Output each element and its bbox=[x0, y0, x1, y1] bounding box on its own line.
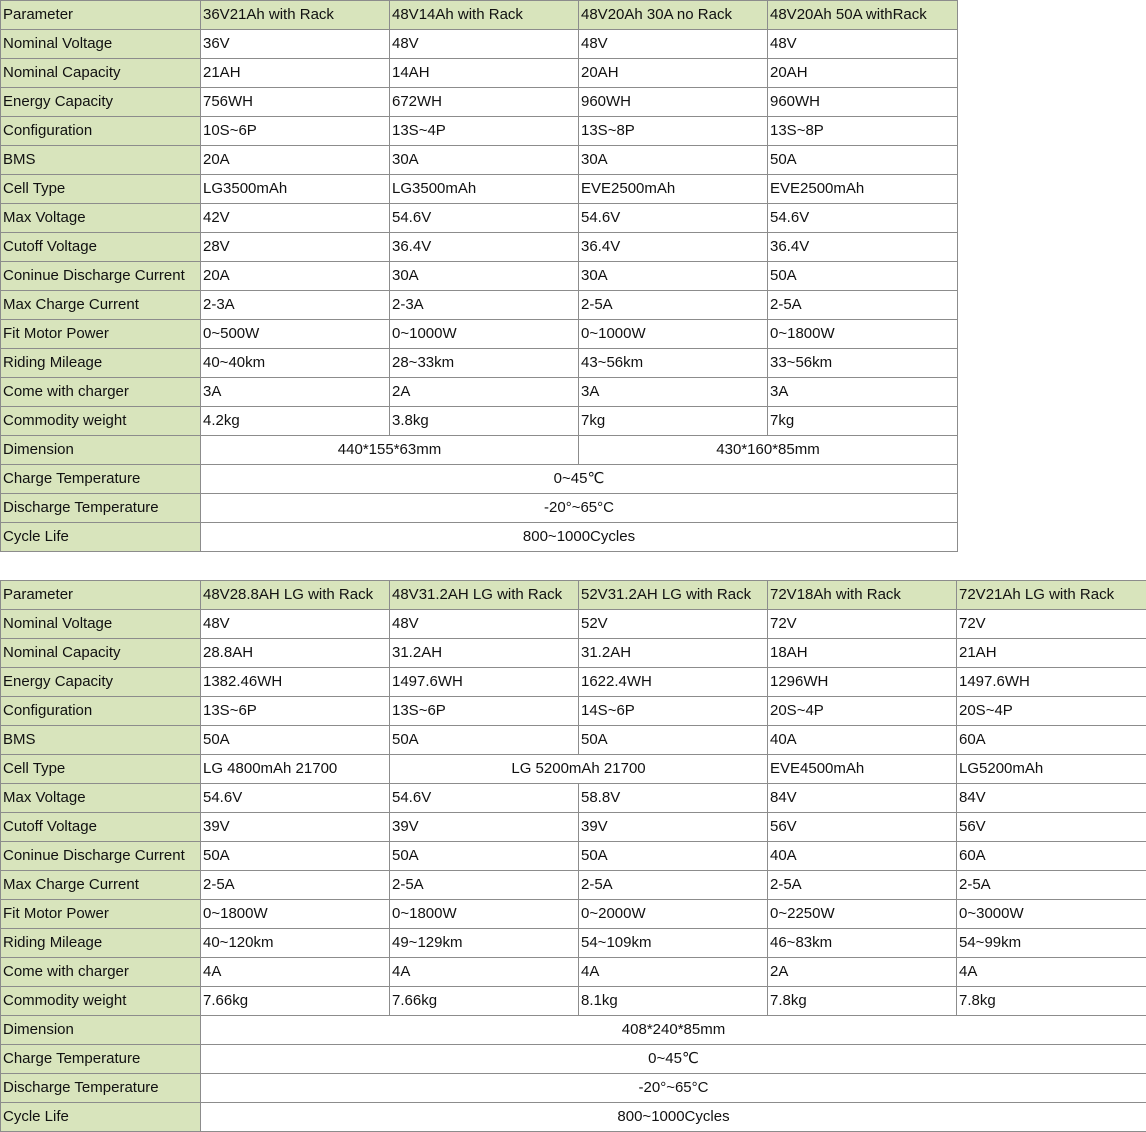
row-label-cell: Charge Temperature bbox=[1, 465, 201, 494]
value-cell: 3.8kg bbox=[390, 407, 579, 436]
value-cell: 39V bbox=[390, 813, 579, 842]
row-label-cell: Come with charger bbox=[1, 378, 201, 407]
row-label-cell: Parameter bbox=[1, 1, 201, 30]
value-cell: 7.66kg bbox=[390, 987, 579, 1016]
table-row bbox=[1, 1103, 1146, 1132]
value-cell: 3A bbox=[201, 378, 390, 407]
value-cell: 50A bbox=[579, 842, 768, 871]
value-cell: 2-5A bbox=[390, 871, 579, 900]
table-row bbox=[1, 958, 1146, 987]
column-header-cell: 36V21Ah with Rack bbox=[201, 1, 390, 30]
row-label-cell: Commodity weight bbox=[1, 987, 201, 1016]
row-label-cell: Parameter bbox=[1, 581, 201, 610]
value-cell: 4A bbox=[579, 958, 768, 987]
value-cell: 3A bbox=[768, 378, 958, 407]
value-cell: 58.8V bbox=[579, 784, 768, 813]
table-row bbox=[1, 523, 958, 552]
value-cell: 1497.6WH bbox=[957, 668, 1146, 697]
value-cell: 28V bbox=[201, 233, 390, 262]
value-cell: 0~2000W bbox=[579, 900, 768, 929]
row-label-cell: Dimension bbox=[1, 436, 201, 465]
row-label-cell: Nominal Capacity bbox=[1, 59, 201, 88]
table-row bbox=[1, 175, 958, 204]
value-cell: 0~45℃ bbox=[201, 465, 958, 494]
table-row bbox=[1, 1074, 1146, 1103]
value-cell: 33~56km bbox=[768, 349, 958, 378]
value-cell: 2-5A bbox=[768, 871, 957, 900]
value-cell: 2-3A bbox=[390, 291, 579, 320]
value-cell: 0~3000W bbox=[957, 900, 1146, 929]
column-header-cell: 72V21Ah LG with Rack bbox=[957, 581, 1146, 610]
value-cell: 20AH bbox=[768, 59, 958, 88]
row-label-cell: Cycle Life bbox=[1, 523, 201, 552]
row-label-cell: Max Voltage bbox=[1, 784, 201, 813]
row-label-cell: Cell Type bbox=[1, 175, 201, 204]
value-cell: 14AH bbox=[390, 59, 579, 88]
value-cell: 13S~8P bbox=[579, 117, 768, 146]
value-cell: 50A bbox=[201, 726, 390, 755]
value-cell: 48V bbox=[390, 30, 579, 59]
table-row bbox=[1, 697, 1146, 726]
value-cell: 3A bbox=[579, 378, 768, 407]
value-cell: 72V bbox=[957, 610, 1146, 639]
value-cell: 40~120km bbox=[201, 929, 390, 958]
value-cell: 2A bbox=[390, 378, 579, 407]
column-header-cell: 48V14Ah with Rack bbox=[390, 1, 579, 30]
value-cell: 18AH bbox=[768, 639, 957, 668]
row-label-cell: Riding Mileage bbox=[1, 349, 201, 378]
value-cell: 43~56km bbox=[579, 349, 768, 378]
value-cell: 20S~4P bbox=[957, 697, 1146, 726]
value-cell: 1622.4WH bbox=[579, 668, 768, 697]
table-row bbox=[1, 987, 1146, 1016]
column-header-cell: 52V31.2AH LG with Rack bbox=[579, 581, 768, 610]
row-label-cell: Cutoff Voltage bbox=[1, 233, 201, 262]
row-label-cell: Nominal Voltage bbox=[1, 30, 201, 59]
row-label-cell: Max Charge Current bbox=[1, 871, 201, 900]
column-header-cell: 72V18Ah with Rack bbox=[768, 581, 957, 610]
table-row bbox=[1, 668, 1146, 697]
value-cell: LG3500mAh bbox=[201, 175, 390, 204]
spec-table-2 bbox=[0, 580, 1146, 1132]
row-label-cell: Nominal Voltage bbox=[1, 610, 201, 639]
value-cell: 48V bbox=[201, 610, 390, 639]
table-row bbox=[1, 59, 958, 88]
row-label-cell: Energy Capacity bbox=[1, 88, 201, 117]
value-cell: 50A bbox=[390, 726, 579, 755]
value-cell: 31.2AH bbox=[579, 639, 768, 668]
row-label-cell: Dimension bbox=[1, 1016, 201, 1045]
value-cell: 84V bbox=[957, 784, 1146, 813]
row-label-cell: Come with charger bbox=[1, 958, 201, 987]
value-cell: 20A bbox=[201, 262, 390, 291]
value-cell: 20S~4P bbox=[768, 697, 957, 726]
row-label-cell: Charge Temperature bbox=[1, 1045, 201, 1074]
value-cell: 4A bbox=[201, 958, 390, 987]
value-cell: 0~45℃ bbox=[201, 1045, 1146, 1074]
row-label-cell: Cutoff Voltage bbox=[1, 813, 201, 842]
value-cell: 21AH bbox=[957, 639, 1146, 668]
value-cell: 50A bbox=[768, 146, 958, 175]
value-cell: 54.6V bbox=[201, 784, 390, 813]
table-row bbox=[1, 755, 1146, 784]
value-cell: 48V bbox=[390, 610, 579, 639]
table-row bbox=[1, 88, 958, 117]
table-row bbox=[1, 784, 1146, 813]
value-cell: 84V bbox=[768, 784, 957, 813]
value-cell: 2-5A bbox=[957, 871, 1146, 900]
value-cell: -20°~65°C bbox=[201, 494, 958, 523]
table-row bbox=[1, 117, 958, 146]
value-cell: 0~1800W bbox=[768, 320, 958, 349]
value-cell: 48V bbox=[579, 30, 768, 59]
row-label-cell: Fit Motor Power bbox=[1, 320, 201, 349]
value-cell: 1296WH bbox=[768, 668, 957, 697]
column-header-cell: 48V28.8AH LG with Rack bbox=[201, 581, 390, 610]
value-cell: -20°~65°C bbox=[201, 1074, 1146, 1103]
value-cell: 40A bbox=[768, 842, 957, 871]
table-row bbox=[1, 262, 958, 291]
value-cell: 36V bbox=[201, 30, 390, 59]
value-cell: 7.8kg bbox=[957, 987, 1146, 1016]
value-cell: 40~40km bbox=[201, 349, 390, 378]
value-cell: 56V bbox=[768, 813, 957, 842]
value-cell: 21AH bbox=[201, 59, 390, 88]
value-cell: 39V bbox=[201, 813, 390, 842]
table-row bbox=[1, 378, 958, 407]
value-cell: 30A bbox=[390, 262, 579, 291]
value-cell: 50A bbox=[201, 842, 390, 871]
value-cell: 2-5A bbox=[201, 871, 390, 900]
value-cell: 56V bbox=[957, 813, 1146, 842]
row-label-cell: Discharge Temperature bbox=[1, 1074, 201, 1103]
column-header-cell: 48V20Ah 50A withRack bbox=[768, 1, 958, 30]
value-cell: 8.1kg bbox=[579, 987, 768, 1016]
row-label-cell: Riding Mileage bbox=[1, 929, 201, 958]
table-row bbox=[1, 494, 958, 523]
row-label-cell: Discharge Temperature bbox=[1, 494, 201, 523]
row-label-cell: Configuration bbox=[1, 697, 201, 726]
row-label-cell: Fit Motor Power bbox=[1, 900, 201, 929]
value-cell: 54.6V bbox=[390, 784, 579, 813]
value-cell: 54~99km bbox=[957, 929, 1146, 958]
value-cell: 13S~6P bbox=[201, 697, 390, 726]
value-cell: 10S~6P bbox=[201, 117, 390, 146]
value-cell: 39V bbox=[579, 813, 768, 842]
value-cell: 50A bbox=[579, 726, 768, 755]
row-label-cell: Max Charge Current bbox=[1, 291, 201, 320]
column-header-cell: 48V20Ah 30A no Rack bbox=[579, 1, 768, 30]
table-row bbox=[1, 320, 958, 349]
table-row bbox=[1, 436, 958, 465]
value-cell: 800~1000Cycles bbox=[201, 523, 958, 552]
value-cell: 0~1800W bbox=[390, 900, 579, 929]
value-cell: 0~1000W bbox=[390, 320, 579, 349]
table-row bbox=[1, 726, 1146, 755]
row-label-cell: Coninue Discharge Current bbox=[1, 262, 201, 291]
value-cell: 50A bbox=[768, 262, 958, 291]
value-cell: 49~129km bbox=[390, 929, 579, 958]
row-label-cell: BMS bbox=[1, 146, 201, 175]
value-cell: EVE4500mAh bbox=[768, 755, 957, 784]
value-cell: 440*155*63mm bbox=[201, 436, 579, 465]
value-cell: 36.4V bbox=[390, 233, 579, 262]
table-row bbox=[1, 233, 958, 262]
value-cell: 46~83km bbox=[768, 929, 957, 958]
value-cell: 54.6V bbox=[579, 204, 768, 233]
table-row bbox=[1, 900, 1146, 929]
value-cell: 408*240*85mm bbox=[201, 1016, 1146, 1045]
value-cell: 960WH bbox=[579, 88, 768, 117]
value-cell: 48V bbox=[768, 30, 958, 59]
value-cell: 13S~6P bbox=[390, 697, 579, 726]
value-cell: 72V bbox=[768, 610, 957, 639]
row-label-cell: Cell Type bbox=[1, 755, 201, 784]
value-cell: 60A bbox=[957, 726, 1146, 755]
value-cell: 60A bbox=[957, 842, 1146, 871]
table-row bbox=[1, 610, 1146, 639]
value-cell: LG5200mAh bbox=[957, 755, 1146, 784]
value-cell: 36.4V bbox=[579, 233, 768, 262]
table-row bbox=[1, 1, 958, 30]
table-row bbox=[1, 465, 958, 494]
row-label-cell: Commodity weight bbox=[1, 407, 201, 436]
value-cell: 20A bbox=[201, 146, 390, 175]
value-cell: 4A bbox=[957, 958, 1146, 987]
row-label-cell: Energy Capacity bbox=[1, 668, 201, 697]
table-row bbox=[1, 813, 1146, 842]
value-cell: 31.2AH bbox=[390, 639, 579, 668]
value-cell: 430*160*85mm bbox=[579, 436, 958, 465]
value-cell: 7.66kg bbox=[201, 987, 390, 1016]
value-cell: 0~500W bbox=[201, 320, 390, 349]
spec-table-1 bbox=[0, 0, 958, 552]
value-cell: LG3500mAh bbox=[390, 175, 579, 204]
value-cell: 0~1000W bbox=[579, 320, 768, 349]
value-cell: 0~1800W bbox=[201, 900, 390, 929]
table-row bbox=[1, 30, 958, 59]
table-row bbox=[1, 871, 1146, 900]
value-cell: 28.8AH bbox=[201, 639, 390, 668]
value-cell: 1497.6WH bbox=[390, 668, 579, 697]
row-label-cell: Configuration bbox=[1, 117, 201, 146]
table-row bbox=[1, 581, 1146, 610]
value-cell: 1382.46WH bbox=[201, 668, 390, 697]
value-cell: 4.2kg bbox=[201, 407, 390, 436]
row-label-cell: BMS bbox=[1, 726, 201, 755]
table-row bbox=[1, 204, 958, 233]
value-cell: 2-5A bbox=[768, 291, 958, 320]
table-row bbox=[1, 349, 958, 378]
value-cell: EVE2500mAh bbox=[579, 175, 768, 204]
value-cell: 960WH bbox=[768, 88, 958, 117]
value-cell: 0~2250W bbox=[768, 900, 957, 929]
table-row bbox=[1, 1016, 1146, 1045]
value-cell: LG 5200mAh 21700 bbox=[390, 755, 768, 784]
value-cell: 30A bbox=[390, 146, 579, 175]
value-cell: 50A bbox=[390, 842, 579, 871]
row-label-cell: Coninue Discharge Current bbox=[1, 842, 201, 871]
value-cell: 7.8kg bbox=[768, 987, 957, 1016]
value-cell: 54~109km bbox=[579, 929, 768, 958]
value-cell: 20AH bbox=[579, 59, 768, 88]
value-cell: 14S~6P bbox=[579, 697, 768, 726]
value-cell: 2-5A bbox=[579, 291, 768, 320]
row-label-cell: Max Voltage bbox=[1, 204, 201, 233]
table-row bbox=[1, 639, 1146, 668]
column-header-cell: 48V31.2AH LG with Rack bbox=[390, 581, 579, 610]
value-cell: 54.6V bbox=[768, 204, 958, 233]
value-cell: 4A bbox=[390, 958, 579, 987]
value-cell: 800~1000Cycles bbox=[201, 1103, 1146, 1132]
value-cell: EVE2500mAh bbox=[768, 175, 958, 204]
value-cell: 2-5A bbox=[579, 871, 768, 900]
value-cell: 7kg bbox=[579, 407, 768, 436]
value-cell: 13S~8P bbox=[768, 117, 958, 146]
value-cell: 672WH bbox=[390, 88, 579, 117]
table-row bbox=[1, 842, 1146, 871]
value-cell: 36.4V bbox=[768, 233, 958, 262]
table-row bbox=[1, 407, 958, 436]
value-cell: 30A bbox=[579, 146, 768, 175]
table-row bbox=[1, 929, 1146, 958]
table-row bbox=[1, 291, 958, 320]
value-cell: 54.6V bbox=[390, 204, 579, 233]
value-cell: LG 4800mAh 21700 bbox=[201, 755, 390, 784]
table-row bbox=[1, 146, 958, 175]
value-cell: 13S~4P bbox=[390, 117, 579, 146]
value-cell: 2-3A bbox=[201, 291, 390, 320]
row-label-cell: Cycle Life bbox=[1, 1103, 201, 1132]
value-cell: 30A bbox=[579, 262, 768, 291]
value-cell: 52V bbox=[579, 610, 768, 639]
value-cell: 42V bbox=[201, 204, 390, 233]
value-cell: 756WH bbox=[201, 88, 390, 117]
value-cell: 7kg bbox=[768, 407, 958, 436]
row-label-cell: Nominal Capacity bbox=[1, 639, 201, 668]
value-cell: 40A bbox=[768, 726, 957, 755]
value-cell: 2A bbox=[768, 958, 957, 987]
table-row bbox=[1, 1045, 1146, 1074]
value-cell: 28~33km bbox=[390, 349, 579, 378]
